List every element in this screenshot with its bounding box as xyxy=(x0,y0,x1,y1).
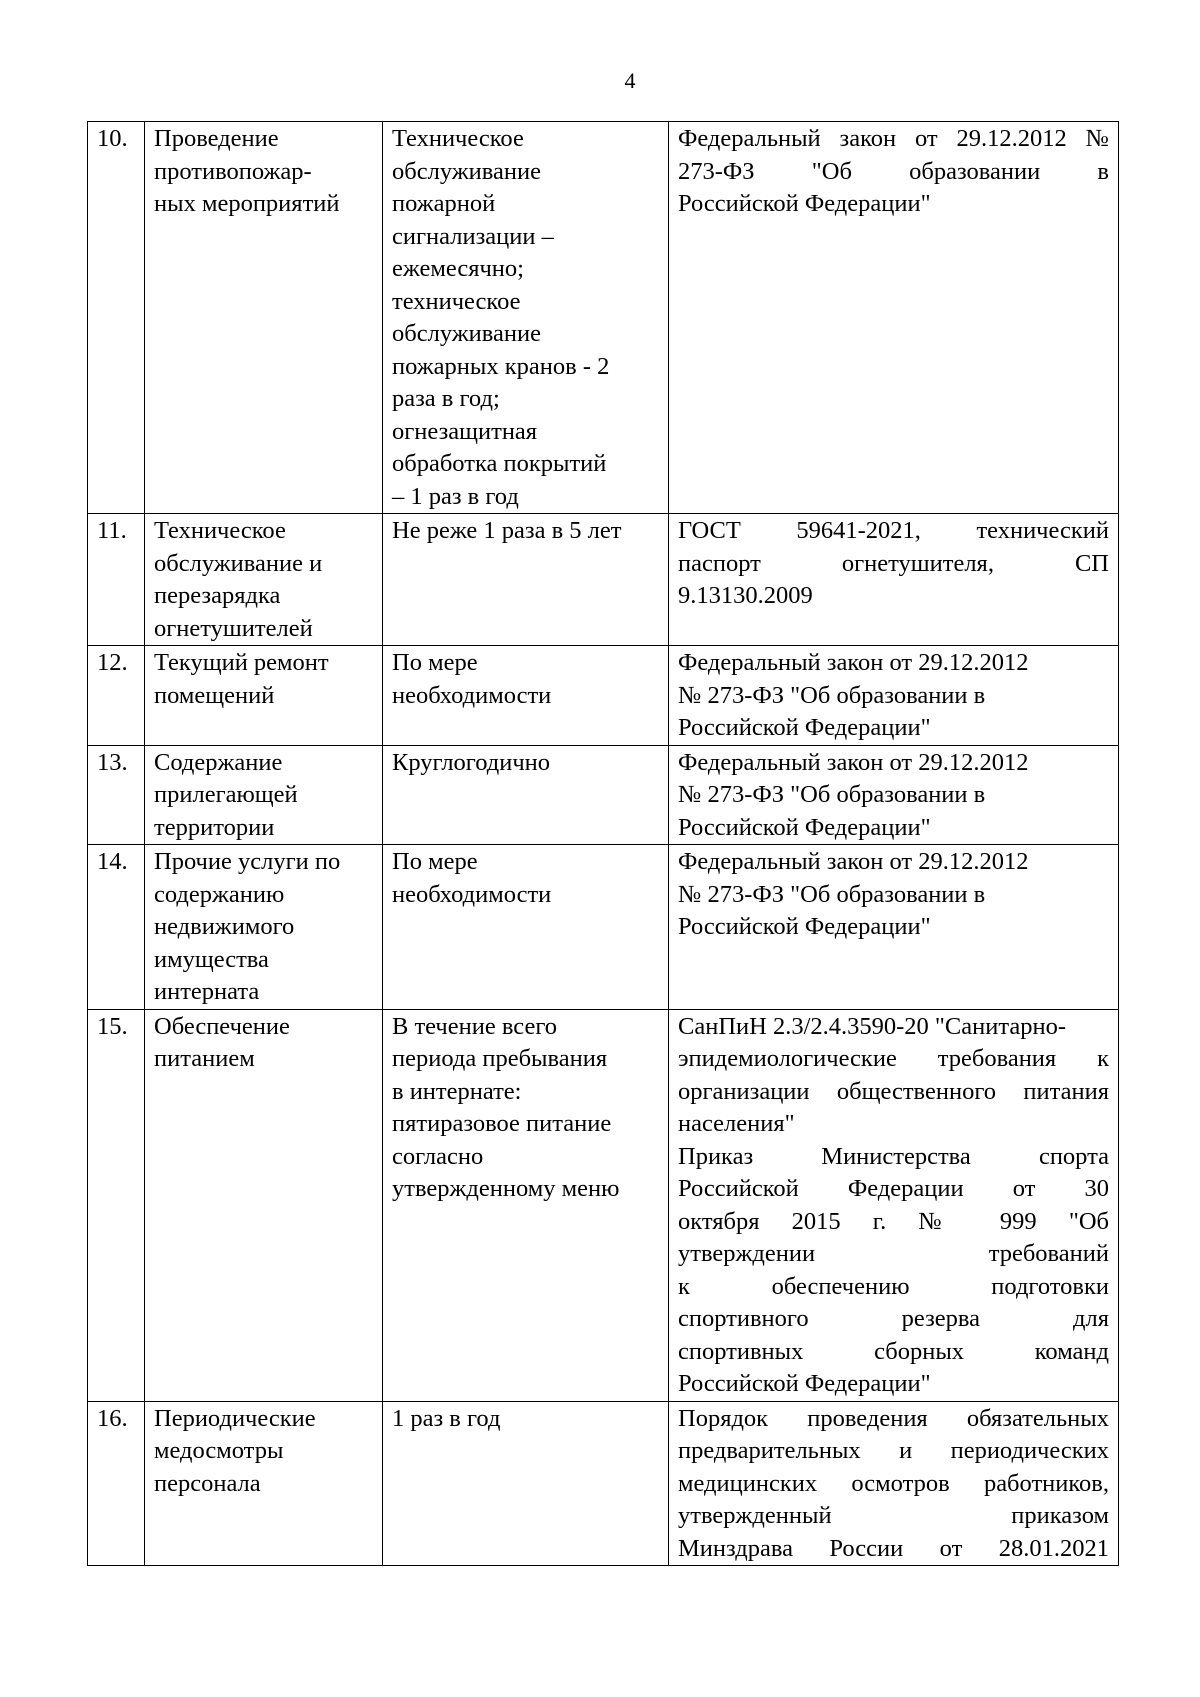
service-period-line: периода пребывания xyxy=(392,1045,608,1072)
legal-basis-line: Российской Федерации" xyxy=(678,714,931,741)
service-period-line: Техническое xyxy=(392,125,524,152)
service-period-line: ежемесячно; xyxy=(392,255,524,282)
legal-basis-line: Минздрава России от 28.01.2021 xyxy=(678,1534,1109,1562)
table-row xyxy=(88,745,1119,845)
service-period-line: Круглогодично xyxy=(392,748,551,776)
legal-basis-cell xyxy=(669,646,1119,746)
legal-basis-line: Российской Федерации от 30 xyxy=(678,1175,1109,1202)
service-period-cell xyxy=(383,845,669,1010)
table-row xyxy=(88,845,1119,1010)
legal-basis-line: ГОСТ 59641-2021, технический xyxy=(678,517,1109,544)
row-number: 16. xyxy=(97,1404,128,1432)
service-period-line: в интернате: xyxy=(392,1077,522,1105)
legal-basis-line: паспорт огнетушителя, СП xyxy=(678,549,1109,577)
service-name-line: Текущий ремонт xyxy=(154,649,329,676)
legal-basis-line: Федеральный закон от 29.12.2012 xyxy=(678,748,1029,776)
legal-basis-line: предварительных и периодических xyxy=(678,1437,1109,1464)
legal-basis-line: № 273-ФЗ "Об образовании в xyxy=(678,781,986,808)
legal-basis-line: спортивного резерва для xyxy=(678,1305,1109,1332)
service-name-line: Содержание xyxy=(154,748,283,776)
service-period-cell xyxy=(383,646,669,746)
legal-basis-line: спортивных сборных команд xyxy=(678,1337,1109,1365)
services-table xyxy=(87,121,1119,1566)
legal-basis-line: медицинских осмотров работников, xyxy=(678,1469,1109,1497)
service-name-line: Проведение xyxy=(154,125,279,152)
row-number-cell xyxy=(88,122,145,514)
legal-basis-cell xyxy=(669,1401,1119,1566)
service-period-line: обслуживание xyxy=(392,320,541,347)
service-period-line: пожарной xyxy=(392,190,496,217)
legal-basis-line: Российской Федерации" xyxy=(678,1370,931,1397)
service-period-line: В течение всего xyxy=(392,1012,558,1040)
service-period-line: раза в год; xyxy=(392,385,500,412)
service-period-cell xyxy=(383,514,669,646)
service-period-line: сигнализации – xyxy=(392,222,554,250)
service-name-line: огнетушителей xyxy=(154,614,313,642)
service-period-line: По мере xyxy=(392,649,478,676)
legal-basis-cell xyxy=(669,122,1119,514)
service-name-cell xyxy=(145,122,383,514)
legal-basis-line: Федеральный закон от 29.12.2012 № xyxy=(678,125,1109,152)
legal-basis-cell xyxy=(669,745,1119,845)
service-name-line: прилегающей xyxy=(154,781,298,808)
legal-basis-line: Российской Федерации" xyxy=(678,913,931,940)
legal-basis-line: 273-ФЗ "Об образовании в xyxy=(678,157,1109,185)
legal-basis-cell xyxy=(669,1009,1119,1401)
service-name-line: питанием xyxy=(154,1045,255,1072)
service-period-line: техническое xyxy=(392,287,521,315)
row-number-cell xyxy=(88,1009,145,1401)
service-period-cell xyxy=(383,745,669,845)
service-name-line: противопожар- xyxy=(154,157,312,185)
service-name-line: содержанию xyxy=(154,880,285,908)
service-period-line: Не реже 1 раза в 5 лет xyxy=(392,517,622,544)
service-period-cell xyxy=(383,1401,669,1566)
service-name-line: обслуживание и xyxy=(154,549,323,577)
row-number-cell xyxy=(88,745,145,845)
page-number: 4 xyxy=(624,68,636,93)
legal-basis-line: № 273-ФЗ "Об образовании в xyxy=(678,880,986,908)
row-number: 11. xyxy=(97,517,127,544)
row-number-cell xyxy=(88,646,145,746)
legal-basis-line: № 273-ФЗ "Об образовании в xyxy=(678,681,986,709)
table-row xyxy=(88,514,1119,646)
service-name-line: перезарядка xyxy=(154,582,281,609)
legal-basis-line: октября 2015 г. № 999 "Об xyxy=(678,1207,1109,1235)
service-name-cell xyxy=(145,745,383,845)
service-name-line: Прочие услуги по xyxy=(154,848,341,875)
service-name-line: Обеспечение xyxy=(154,1012,290,1040)
legal-basis-line: Федеральный закон от 29.12.2012 xyxy=(678,848,1029,875)
row-number-cell xyxy=(88,1401,145,1566)
service-period-line: пятиразовое питание xyxy=(392,1110,612,1137)
row-number: 14. xyxy=(97,848,128,875)
legal-basis-line: Порядок проведения обязательных xyxy=(678,1404,1109,1432)
legal-basis-cell xyxy=(669,514,1119,646)
service-period-line: огнезащитная xyxy=(392,417,538,445)
service-name-line: территории xyxy=(154,813,275,841)
legal-basis-line: эпидемиологические требования к xyxy=(678,1045,1109,1072)
legal-basis-line: утвержденный приказом xyxy=(678,1502,1109,1529)
service-period-cell xyxy=(383,1009,669,1401)
service-name-line: медосмотры xyxy=(154,1437,284,1464)
service-period-line: необходимости xyxy=(392,880,552,908)
legal-basis-line: организации общественного питания xyxy=(678,1077,1109,1105)
legal-basis-line: Российской Федерации" xyxy=(678,190,931,217)
row-number: 13. xyxy=(97,748,128,776)
table-row xyxy=(88,646,1119,746)
service-name-line: ных мероприятий xyxy=(154,190,340,217)
legal-basis-line: населения" xyxy=(678,1110,795,1137)
row-number: 15. xyxy=(97,1012,128,1040)
service-name-line: имущества xyxy=(154,945,269,973)
row-number: 12. xyxy=(97,649,128,676)
service-period-line: 1 раз в год xyxy=(392,1404,501,1432)
service-period-line: пожарных кранов - 2 xyxy=(392,352,610,380)
service-name-cell xyxy=(145,646,383,746)
service-name-line: Периодические xyxy=(154,1404,316,1432)
service-period-line: обслуживание xyxy=(392,157,541,185)
service-name-cell xyxy=(145,845,383,1010)
service-period-line: утвержденному меню xyxy=(392,1175,620,1202)
legal-basis-cell xyxy=(669,845,1119,1010)
service-name-line: Техническое xyxy=(154,517,286,544)
service-name-cell xyxy=(145,1401,383,1566)
service-period-line: – 1 раз в год xyxy=(392,482,519,510)
legal-basis-line: СанПиН 2.3/2.4.3590-20 "Санитарно- xyxy=(678,1012,1067,1040)
service-period-line: необходимости xyxy=(392,681,552,709)
legal-basis-line: к обеспечению подготовки xyxy=(678,1272,1109,1300)
table-row xyxy=(88,122,1119,514)
service-name-line: интерната xyxy=(154,978,260,1005)
row-number-cell xyxy=(88,845,145,1010)
legal-basis-line: 9.13130.2009 xyxy=(678,582,813,609)
table-row xyxy=(88,1009,1119,1401)
row-number: 10. xyxy=(97,125,128,152)
row-number-cell xyxy=(88,514,145,646)
service-period-cell xyxy=(383,122,669,514)
service-name-line: персонала xyxy=(154,1469,261,1497)
service-name-cell xyxy=(145,514,383,646)
service-period-line: обработка покрытий xyxy=(392,450,607,477)
legal-basis-line: утверждении требований xyxy=(678,1240,1109,1267)
legal-basis-line: Приказ Министерства спорта xyxy=(678,1142,1109,1170)
service-period-line: По мере xyxy=(392,848,478,875)
service-period-line: согласно xyxy=(392,1142,484,1170)
service-name-cell xyxy=(145,1009,383,1401)
legal-basis-line: Российской Федерации" xyxy=(678,813,931,841)
table-row xyxy=(88,1401,1119,1566)
service-name-line: помещений xyxy=(154,681,275,709)
legal-basis-line: Федеральный закон от 29.12.2012 xyxy=(678,649,1029,676)
service-name-line: недвижимого xyxy=(154,913,295,940)
